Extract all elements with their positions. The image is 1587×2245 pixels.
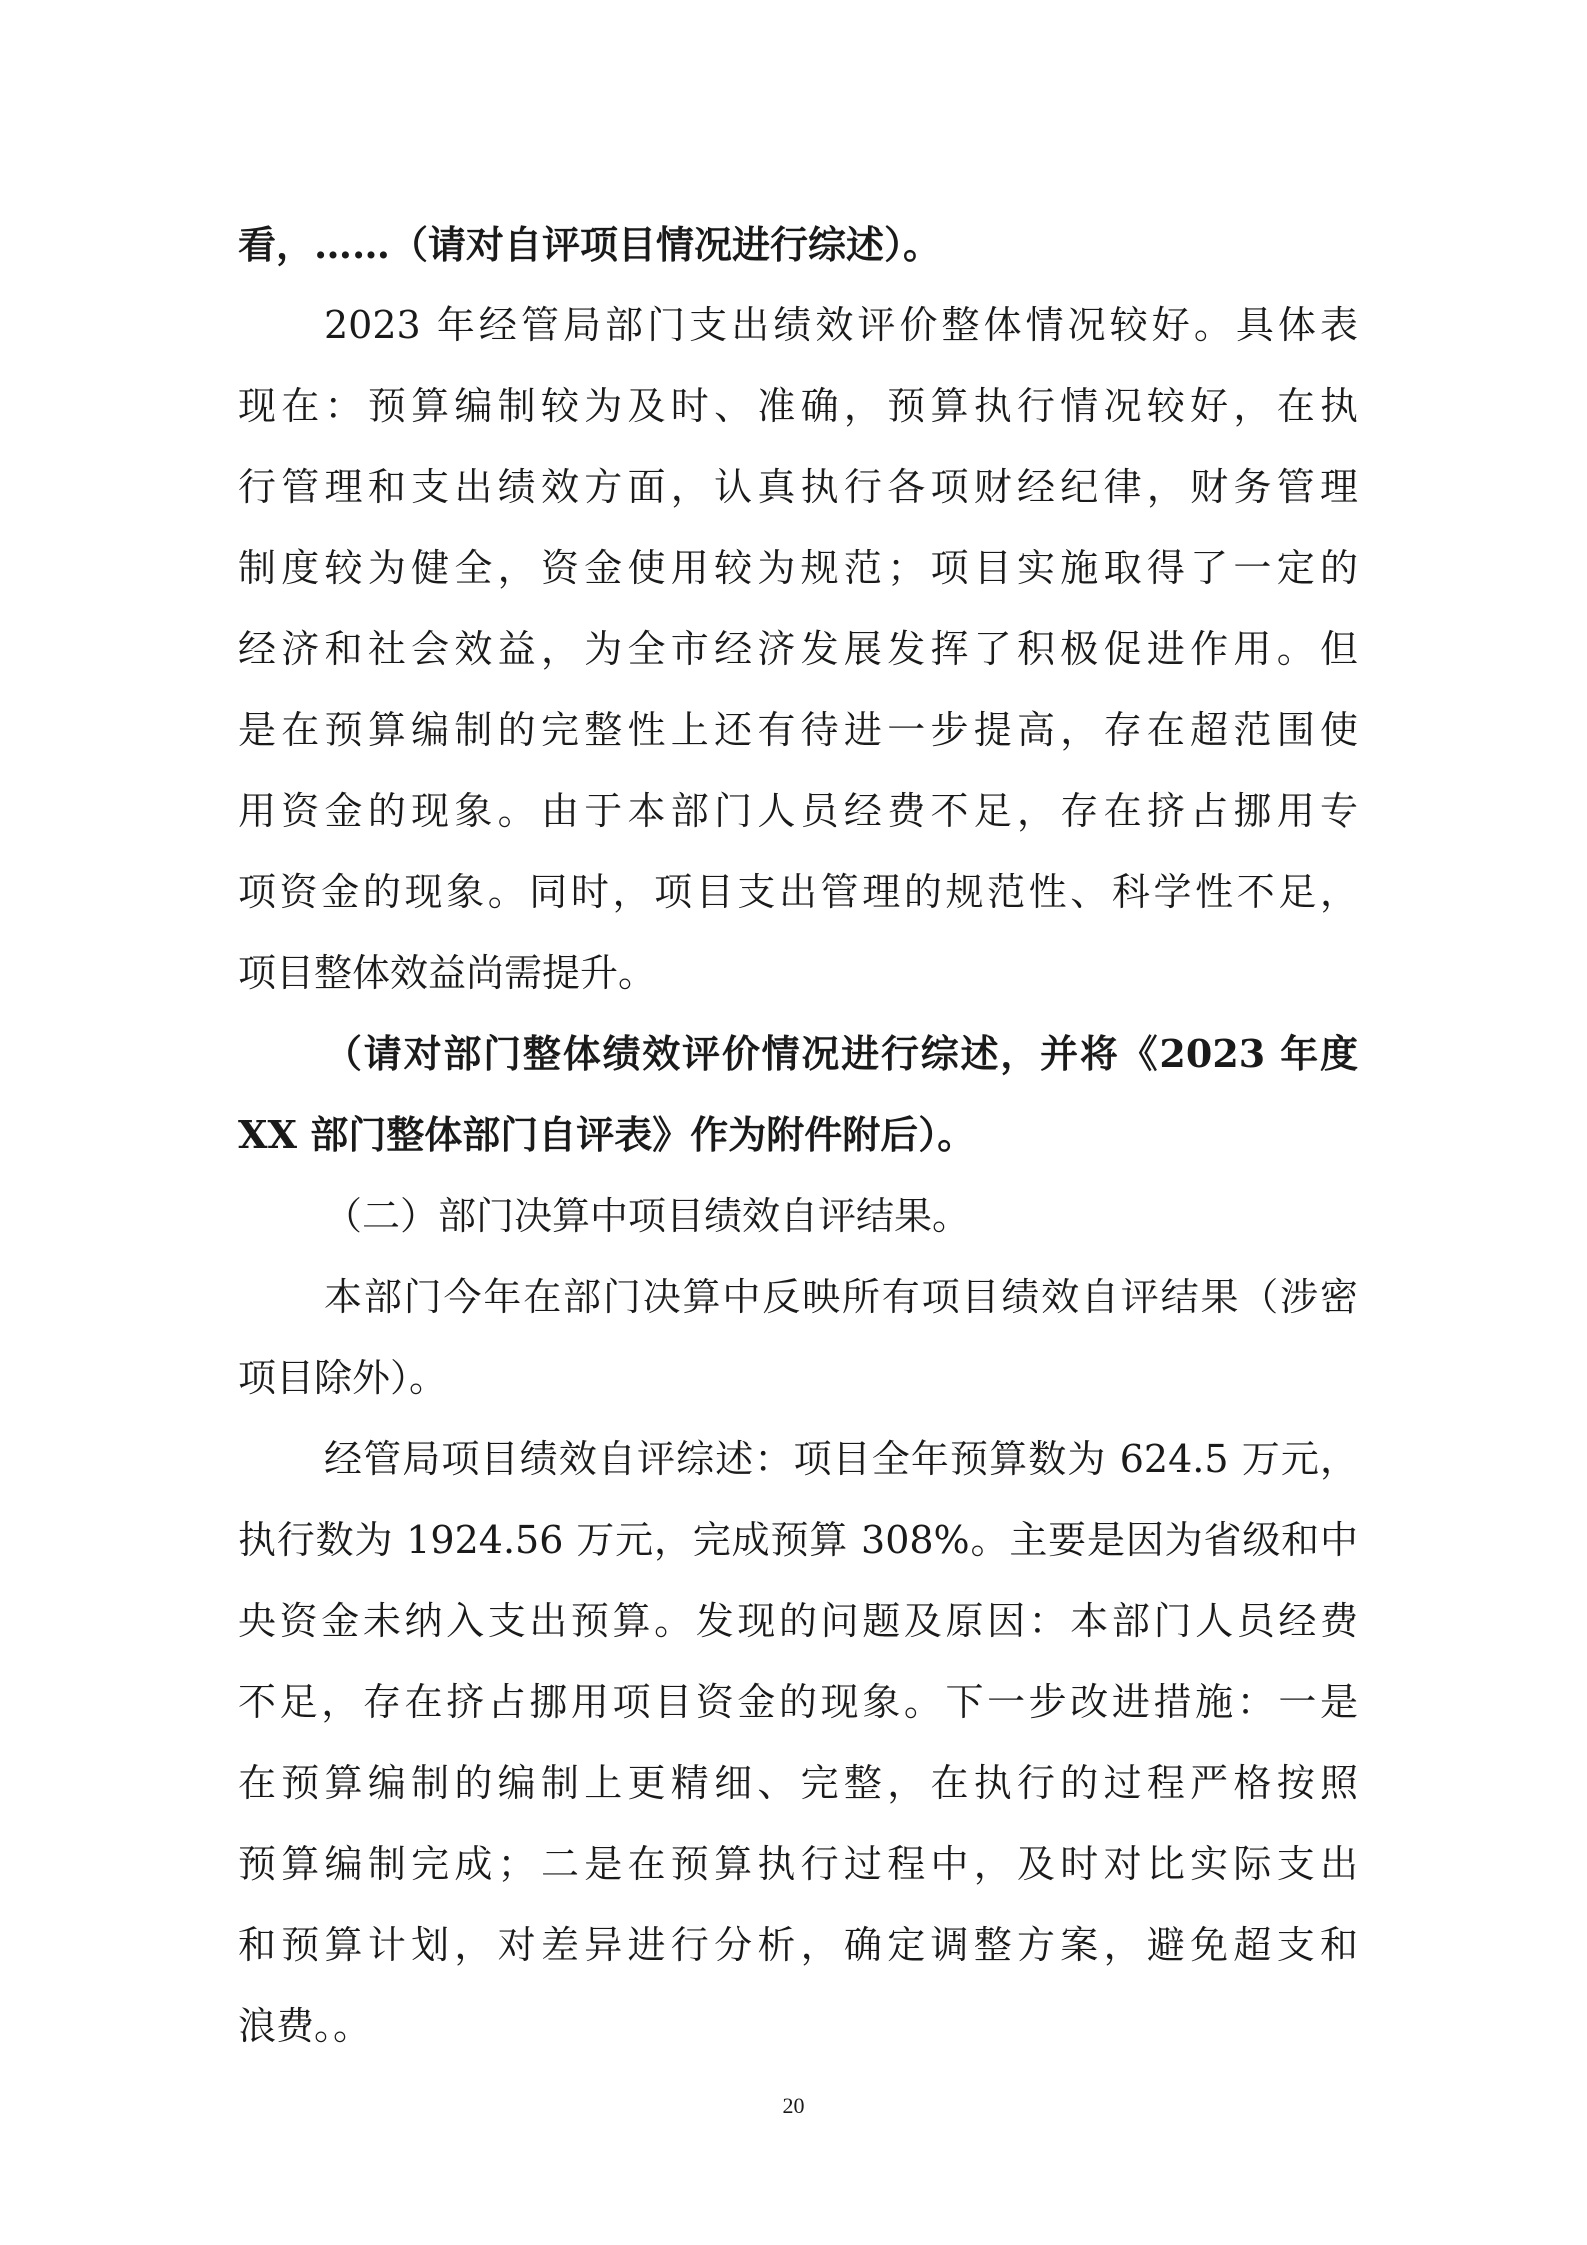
text-line-17: 执行数为 1924.56 万元，完成预算 308%。主要是因为省级和中 xyxy=(238,1518,1358,1562)
text-line-20: 在预算编制的编制上更精细、完整，在执行的过程严格按照 xyxy=(238,1761,1358,1805)
text-line-18: 央资金未纳入支出预算。发现的问题及原因：本部门人员经费 xyxy=(238,1599,1358,1643)
text-line-1: 看，……（请对自评项目情况进行综述）。 xyxy=(238,222,942,267)
text-line-22: 和预算计划，对差异进行分析，确定调整方案，避免超支和 xyxy=(238,1923,1358,1967)
text-line-2: 2023 年经管局部门支出绩效评价整体情况较好。具体表 xyxy=(324,303,1358,347)
text-line-23: 浪费。。 xyxy=(238,2004,372,2048)
text-line-4: 行管理和支出绩效方面，认真执行各项财经纪律，财务管理 xyxy=(238,465,1358,509)
text-line-19: 不足，存在挤占挪用项目资金的现象。下一步改进措施：一是 xyxy=(238,1680,1358,1724)
text-line-15: 项目除外）。 xyxy=(238,1356,448,1400)
page-number: 20 xyxy=(782,2093,805,2118)
text-line-6: 经济和社会效益，为全市经济发展发挥了积极促进作用。但 xyxy=(238,627,1358,671)
text-line-16: 经管局项目绩效自评综述：项目全年预算数为 624.5 万元， xyxy=(324,1437,1358,1481)
text-line-10: 项目整体效益尚需提升。 xyxy=(238,951,657,995)
text-line-3: 现在：预算编制较为及时、准确，预算执行情况较好，在执 xyxy=(238,384,1358,428)
text-line-12: XX 部门整体部门自评表》作为附件附后）。 xyxy=(238,1112,976,1157)
text-line-9: 项资金的现象。同时，项目支出管理的规范性、科学性不足， xyxy=(238,870,1358,914)
section-heading: （二）部门决算中项目绩效自评结果。 xyxy=(324,1194,971,1238)
text-line-11: （请对部门整体绩效评价情况进行综述，并将《2023 年度 xyxy=(324,1031,1358,1076)
text-line-5: 制度较为健全，资金使用较为规范；项目实施取得了一定的 xyxy=(238,546,1358,590)
text-line-7: 是在预算编制的完整性上还有待进一步提高，存在超范围使 xyxy=(238,708,1358,752)
text-line-21: 预算编制完成；二是在预算执行过程中，及时对比实际支出 xyxy=(238,1842,1358,1886)
text-line-14: 本部门今年在部门决算中反映所有项目绩效自评结果（涉密 xyxy=(324,1275,1358,1319)
text-line-8: 用资金的现象。由于本部门人员经费不足，存在挤占挪用专 xyxy=(238,789,1358,833)
